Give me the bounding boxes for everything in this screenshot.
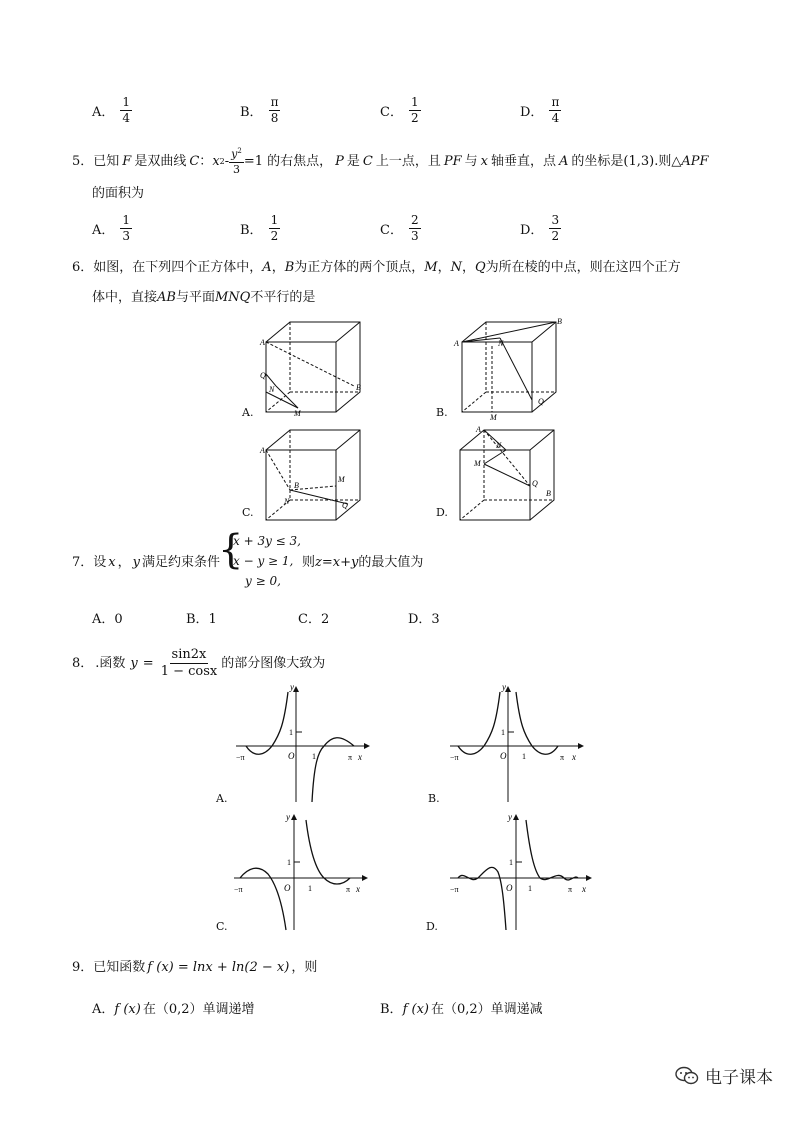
svg-text:B: B: [557, 317, 562, 326]
q7-option-a: A．0: [92, 612, 123, 627]
svg-text:B: B: [546, 489, 551, 498]
q7-option-d: D．3: [408, 612, 440, 627]
svg-text:y: y: [502, 682, 506, 692]
q4-option-b: B． $\frac{\pi}{8}$: [240, 95, 279, 126]
svg-text:x: x: [358, 752, 362, 762]
svg-text:M: M: [338, 475, 345, 484]
svg-text:π: π: [348, 753, 353, 762]
q5-stem-line2: 的面积为: [92, 186, 145, 201]
svg-text:A: A: [476, 425, 481, 434]
svg-text:y: y: [290, 682, 294, 692]
svg-text:−π: −π: [234, 885, 243, 894]
svg-text:x: x: [572, 752, 576, 762]
graph-label-a: A.: [216, 792, 228, 805]
q9-option-b: B．f (x) 在（0,2）单调递减: [380, 1002, 543, 1017]
watermark: [675, 1063, 773, 1088]
svg-text:π: π: [346, 885, 351, 894]
wechat-icon: [675, 1066, 699, 1086]
svg-text:−π: −π: [236, 753, 245, 762]
svg-text:1: 1: [287, 858, 291, 867]
q5-option-b: B． $\frac{1}{2}$: [240, 213, 279, 244]
cube-label-a: A.: [242, 406, 254, 419]
svg-text:A: A: [260, 446, 265, 455]
svg-text:1: 1: [289, 728, 293, 737]
graph-label-b: B.: [428, 792, 440, 805]
q9-option-a: A．f (x) 在（0,2）单调递增: [92, 1002, 255, 1017]
svg-text:π: π: [560, 753, 565, 762]
svg-text:1: 1: [312, 752, 316, 761]
svg-text:Q: Q: [342, 501, 348, 510]
q7-constraint-2: x − y ≥ 1,: [233, 554, 294, 568]
svg-text:M: M: [490, 413, 497, 422]
q5-option-c: C． $\frac{2}{3}$: [380, 213, 419, 244]
svg-text:Q: Q: [538, 397, 544, 406]
q7-option-b: B．1: [186, 612, 217, 627]
graph-label-c: C.: [216, 920, 228, 933]
q5-option-a: A． $\frac{1}{3}$: [92, 213, 131, 244]
q5-option-d: D． $\frac{3}{2}$: [520, 213, 560, 244]
svg-text:π: π: [568, 885, 573, 894]
q9-stem: 9．已知函数 f (x) = lnx + ln(2 − x) ，则: [72, 960, 318, 975]
svg-text:1: 1: [522, 752, 526, 761]
cube-figure-b: [436, 316, 576, 422]
cube-label-b: B.: [436, 406, 448, 419]
svg-text:1: 1: [501, 728, 505, 737]
q7-brace: {: [218, 527, 244, 573]
svg-text:N: N: [496, 441, 502, 450]
svg-text:B: B: [294, 481, 299, 490]
svg-text:x: x: [356, 884, 360, 894]
graph-a: [232, 684, 372, 804]
svg-text:Q: Q: [260, 371, 266, 380]
svg-text:Q: Q: [532, 479, 538, 488]
q7-constraint-3: y ≥ 0,: [245, 574, 281, 588]
svg-text:y: y: [508, 812, 512, 822]
q7-stem-tail: 则z=x+y的最大值为: [302, 555, 424, 570]
graph-c: [230, 812, 370, 932]
graph-label-d: D.: [426, 920, 438, 933]
q4-option-c: C． $\frac{1}{2}$: [380, 95, 419, 126]
svg-text:x: x: [582, 884, 586, 894]
svg-text:A: A: [454, 339, 459, 348]
q5-stem: 5． 已知 F 是双曲线 C ： x 2 - $\frac{y^2}{3}$ =1 的右焦点， P 是 C 上一点，且 PF 与 x 轴垂直，点 A 的坐标是(1,3).则△ APF: [72, 147, 709, 176]
svg-text:1: 1: [528, 884, 532, 893]
q8-stem: 8． .函数 y = $\frac{\sin 2x}{1 - \cos x}$ 的部分图像大致为: [72, 647, 326, 680]
q4-option-a: A． $\frac{1}{4}$: [92, 95, 131, 126]
graph-b: [446, 684, 586, 804]
q6-stem: 6．如图，在下列四个正方体中，A，B为正方体的两个顶点，M，N，Q为所在棱的中点，则在这四个正方: [72, 260, 681, 275]
cube-figure-d: [436, 424, 576, 524]
svg-text:M: M: [474, 459, 481, 468]
q7-option-c: C．2: [298, 612, 330, 627]
svg-text:1: 1: [509, 858, 513, 867]
svg-text:A: A: [260, 338, 265, 347]
cube-label-d: D.: [436, 506, 448, 519]
svg-text:B: B: [356, 383, 361, 392]
q7-constraint-1: x + 3y ≤ 3,: [233, 534, 301, 548]
svg-text:O: O: [500, 751, 507, 761]
svg-text:M: M: [294, 409, 301, 418]
svg-text:N: N: [498, 339, 504, 348]
q7-stem: 7． 设 x ， y 满足约束条件: [72, 555, 221, 570]
svg-text:O: O: [284, 883, 291, 893]
cube-label-c: C.: [242, 506, 254, 519]
watermark-text: 电子课本: [705, 1068, 773, 1088]
svg-text:N: N: [269, 385, 275, 394]
cube-figure-a: [236, 316, 376, 416]
cube-figure-c: [236, 424, 376, 524]
svg-text:1: 1: [308, 884, 312, 893]
svg-text:O: O: [506, 883, 513, 893]
svg-text:−π: −π: [450, 753, 459, 762]
svg-text:−π: −π: [450, 885, 459, 894]
svg-text:N: N: [284, 497, 290, 506]
q4-option-d: D． $\frac{\pi}{4}$: [520, 95, 560, 126]
graph-d: [446, 812, 596, 932]
svg-text:y: y: [286, 812, 290, 822]
svg-text:O: O: [288, 751, 295, 761]
q6-stem-line2: 体中，直接AB与平面MNQ不平行的是: [92, 290, 316, 305]
